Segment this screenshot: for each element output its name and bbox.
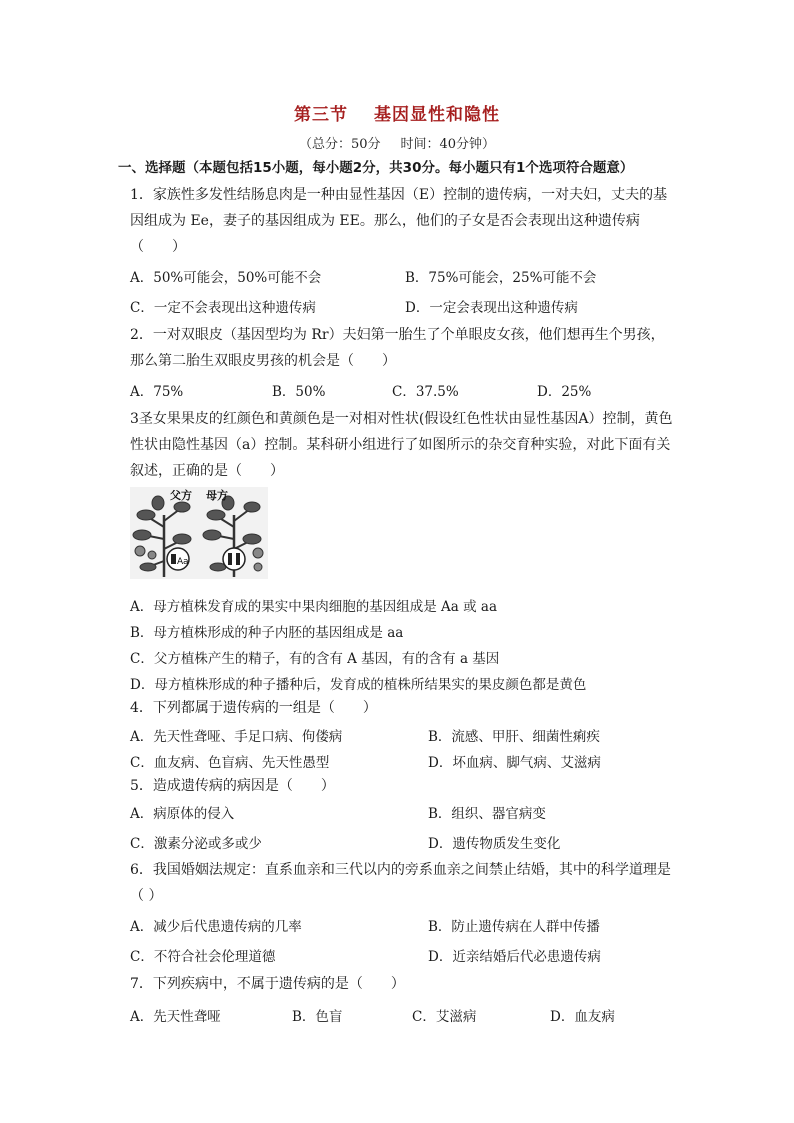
question-2-option-c: C．37.5% — [392, 384, 459, 400]
question-5-option-b: B．组织、器官病变 — [428, 806, 546, 822]
question-5-option-a: A．病原体的侵入 — [130, 806, 235, 822]
question-7-option-d: D．血友病 — [550, 1009, 615, 1025]
question-5-option-d: D．遗传物质发生变化 — [428, 836, 561, 852]
question-4-option-a: A．先天性聋哑、手足口病、佝偻病 — [130, 729, 343, 745]
question-6-option-d: D．近亲结婚后代必患遗传病 — [428, 949, 601, 965]
question-6-stem: 6．我国婚姻法规定：直系血亲和三代以内的旁系血亲之间禁止结婚，其中的科学道理是（ ） — [130, 862, 671, 904]
question-2-option-b: B．50% — [272, 384, 326, 400]
exam-info — [0, 133, 794, 152]
mother-label: 母方 — [206, 489, 228, 502]
title-section-number: 第三节 — [294, 105, 348, 125]
father-allele-2: a — [183, 557, 189, 567]
question-6-option-b: B．防止遗传病在人群中传播 — [428, 919, 600, 935]
question-2-option-d: D．25% — [537, 384, 592, 400]
question-4-option-c: C．血友病、色盲病、先天性愚型 — [130, 755, 330, 771]
question-4-stem: 4．下列都属于遗传病的一组是（ ） — [130, 700, 377, 716]
title-topic: 基因显性和隐性 — [374, 105, 500, 125]
question-7-stem: 7．下列疾病中，不属于遗传病的是（ ） — [130, 976, 405, 992]
father-cell-icon — [167, 548, 189, 570]
father-label: 父方 — [170, 489, 192, 502]
question-3-option-d: D．母方植株形成的种子播种后，发育成的植株所结果实的果皮颜色都是黄色 — [130, 677, 587, 693]
question-1-option-d: D．一定会表现出这种遗传病 — [405, 300, 578, 316]
question-7-option-c: C．艾滋病 — [412, 1009, 477, 1025]
question-3-option-c: C．父方植株产生的精子，有的含有 A 基因，有的含有 a 基因 — [130, 651, 500, 667]
question-2-option-a: A．75% — [130, 384, 184, 400]
question-3-stem: 3圣女果果皮的红颜色和黄颜色是一对相对性状(假设红色性状由显性基因A）控制，黄色性状由隐性基因（a）控制。某科研小组进行了如图所示的杂交育种实验，对此下面有关叙述，正确的是（ ） — [130, 411, 673, 479]
page-title — [0, 100, 794, 125]
question-3-option-a: A．母方植株发育成的果实中果肉细胞的基因组成是 Aa 或 aa — [130, 599, 498, 615]
total-score: （总分：50分 — [298, 137, 381, 152]
cross-breeding-figure — [130, 487, 268, 579]
question-4-option-b: B．流感、甲肝、细菌性痢疾 — [428, 729, 600, 745]
mother-cell-icon — [223, 548, 245, 570]
question-5-option-c: C．激素分泌或多或少 — [130, 836, 262, 852]
time-limit: 时间：40分钟） — [400, 137, 496, 152]
question-6-option-a: A．减少后代患遗传病的几率 — [130, 919, 302, 935]
question-3-option-b: B．母方植株形成的种子内胚的基因组成是 aa — [130, 625, 404, 641]
question-7-option-a: A．先天性聋哑 — [130, 1009, 221, 1025]
question-5-stem: 5．造成遗传病的病因是（ ） — [130, 778, 335, 794]
question-1-stem: 1．家族性多发性结肠息肉是一种由显性基因（E）控制的遗传病，一对夫妇，丈夫的基因组成为 Ee，妻子的基因组成为 EE。那么，他们的子女是否会表现出这种遗传病（ ） — [130, 187, 668, 255]
section-heading: 一、选择题（本题包括15小题，每小题2分，共30分。每小题只有1个选项符合题意） — [118, 160, 634, 176]
question-1-option-c: C．一定不会表现出这种遗传病 — [130, 300, 316, 316]
question-1-option-b: B．75%可能会，25%可能不会 — [405, 270, 597, 286]
question-4-option-d: D．坏血病、脚气病、艾滋病 — [428, 755, 601, 771]
father-allele-1: A — [177, 557, 184, 567]
question-6-option-c: C．不符合社会伦理道德 — [130, 949, 276, 965]
question-7-option-b: B．色盲 — [292, 1009, 343, 1025]
question-1-option-a: A．50%可能会，50%可能不会 — [130, 270, 322, 286]
question-2-stem: 2．一对双眼皮（基因型均为 Rr）夫妇第一胎生了个单眼皮女孩，他们想再生个男孩，那么第二胎生双眼皮男孩的机会是（ ） — [130, 327, 665, 369]
